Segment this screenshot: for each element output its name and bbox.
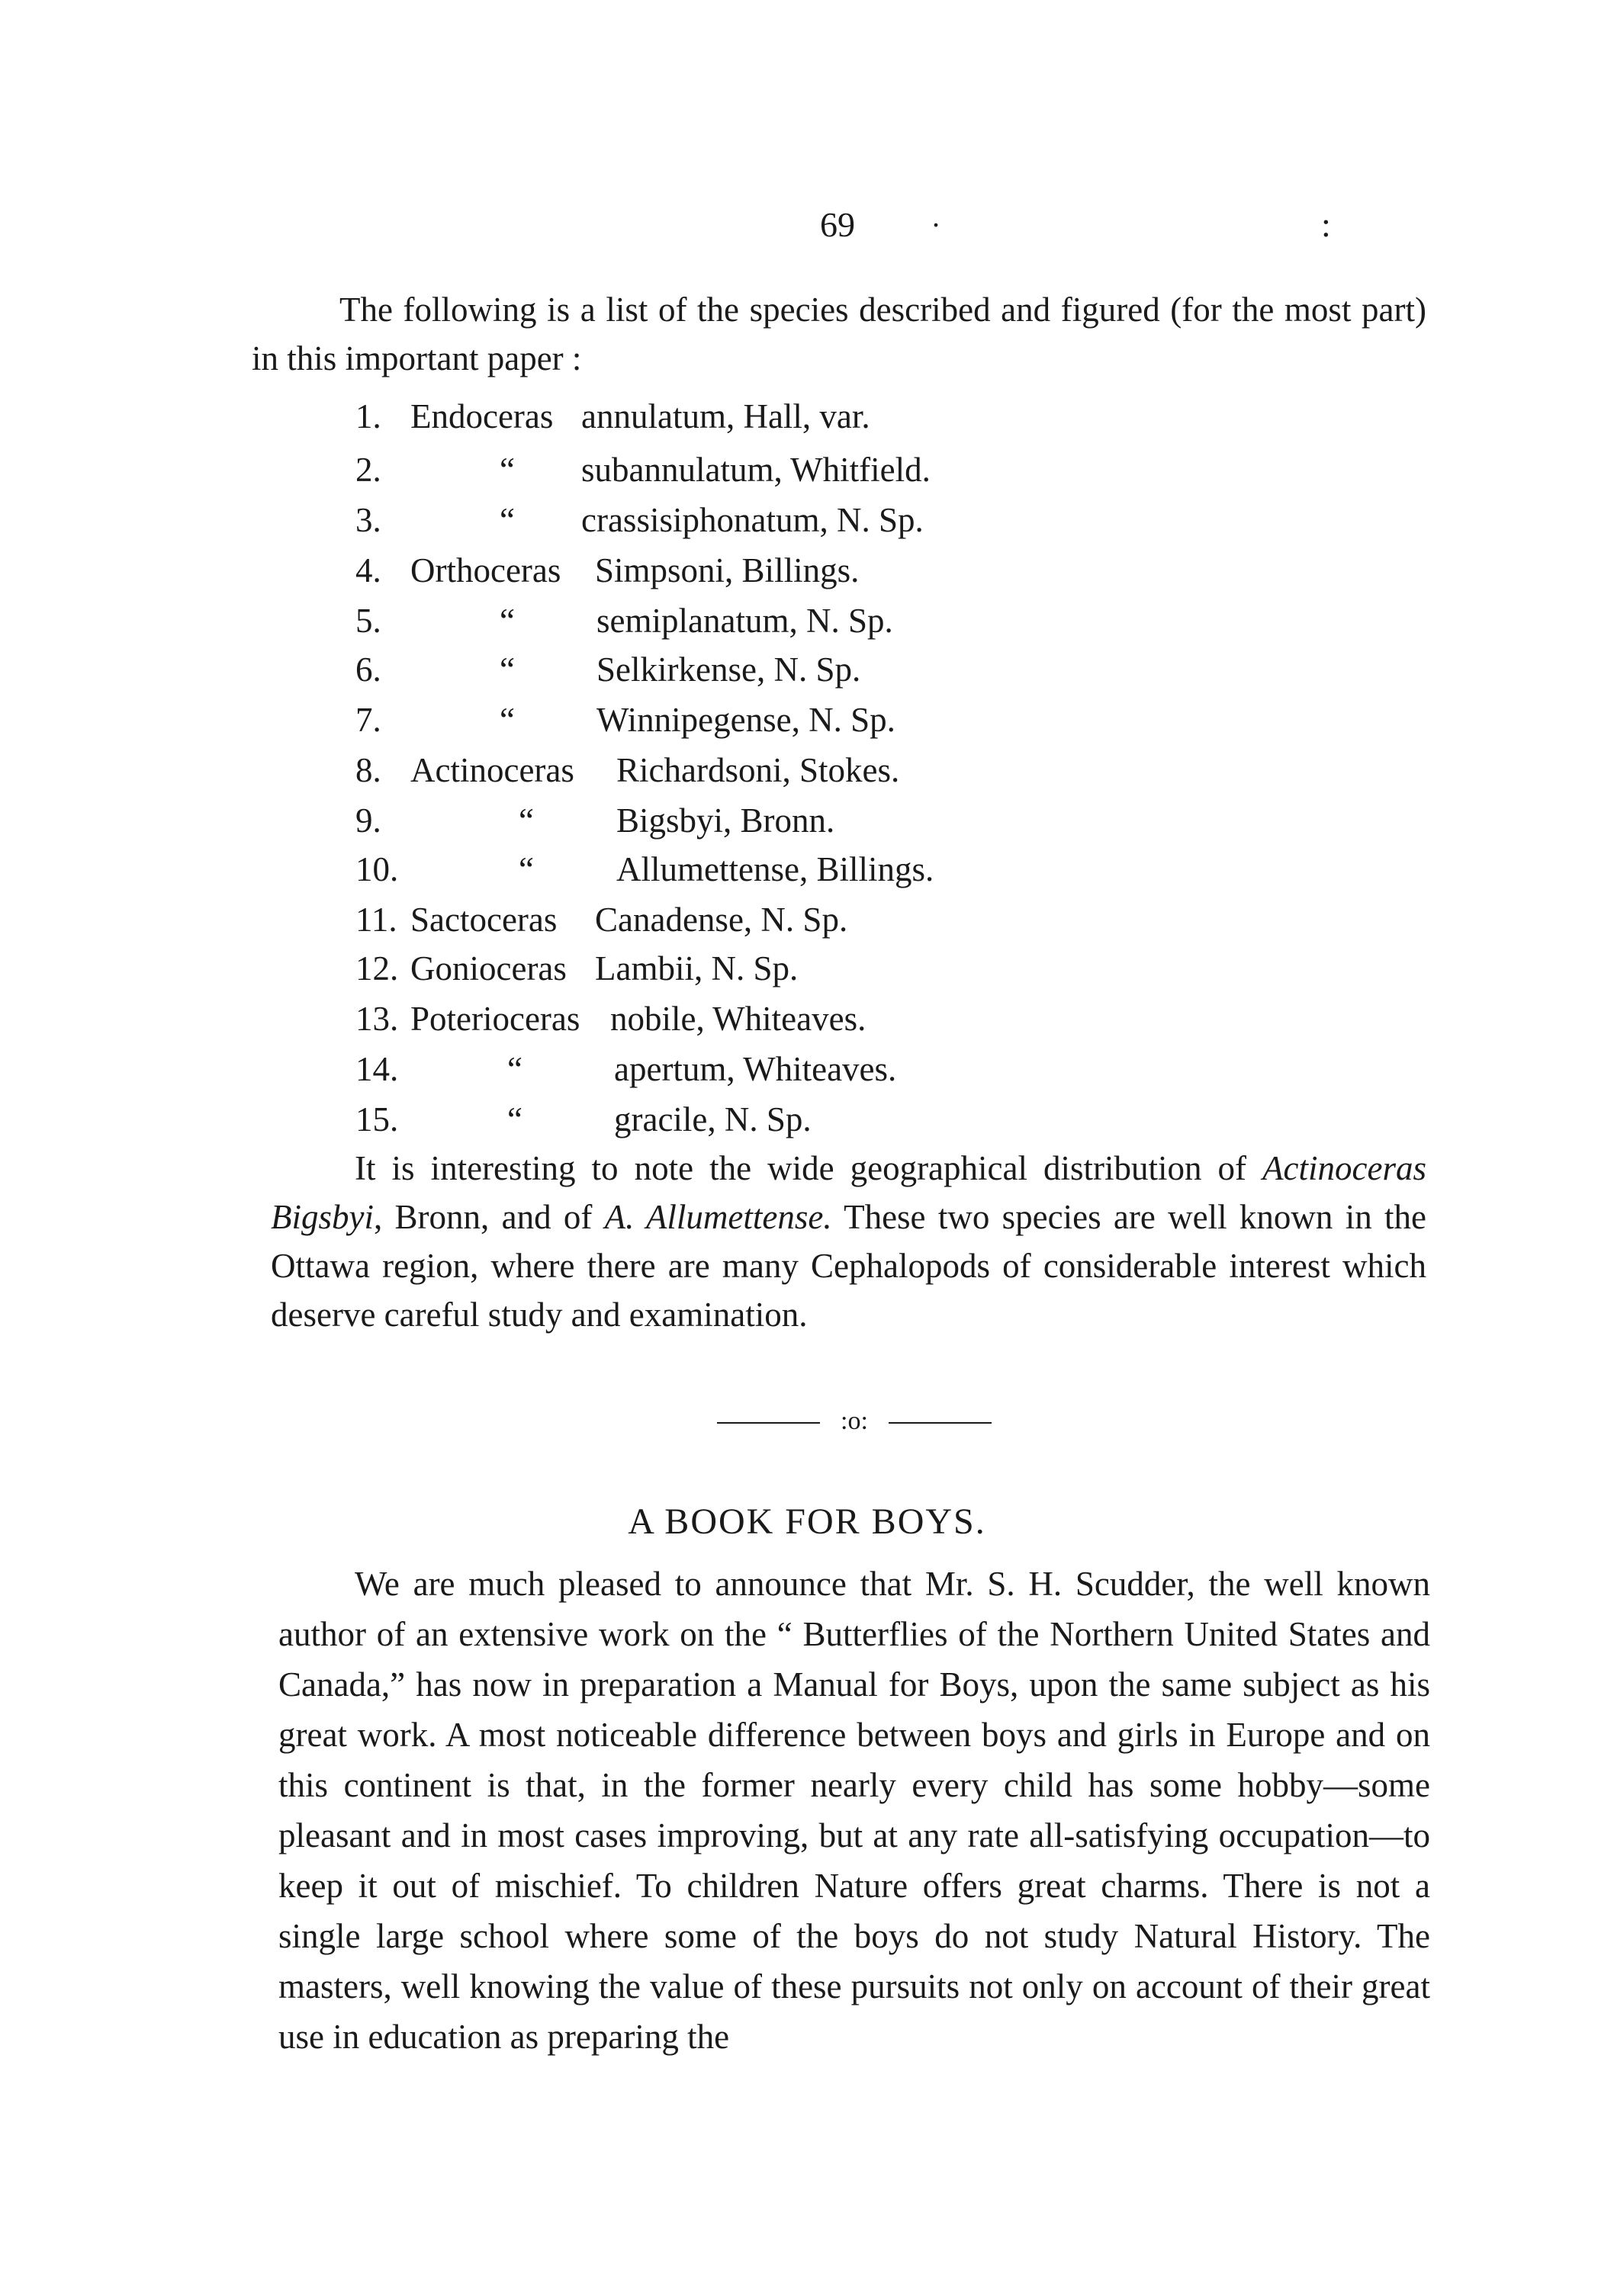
species-genus: Endoceras [410,397,554,435]
divider-line [889,1422,992,1424]
species-number: 13. [355,1000,399,1038]
species-genus: Actinoceras [410,751,574,789]
species-name: Richardsoni, Stokes. [616,751,900,789]
note-italic-species: A. Allumettense. [604,1198,832,1236]
species-genus: Sactoceras [410,901,558,939]
note-paragraph [271,1144,1426,1339]
note-text: These two species are well known in the Ottawa region, where there are many Cephalopods of considerable interest which deserve careful study and examination. [271,1198,1426,1334]
intro-paragraph: The following is a list of the species described and figured (for the most part) in this important paper : [252,291,1426,377]
species-genus: Orthoceras [410,551,561,589]
ditto-mark: “ [507,1100,522,1138]
species-name: Bigsbyi, Bronn. [616,801,835,840]
species-number: 6. [355,650,381,689]
species-number: 8. [355,751,381,789]
note-text: It is interesting to note the wide geographical distribution of [355,1149,1263,1187]
species-number: 3. [355,501,381,539]
species-number: 7. [355,701,381,739]
species-number: 10. [355,850,399,888]
ditto-mark: “ [500,701,515,739]
species-number: 1. [355,397,381,435]
divider-line [717,1422,820,1424]
species-number: 11. [355,901,397,939]
page-number: 69 [820,205,855,244]
ditto-mark: “ [500,650,515,689]
colon-mark: : [1321,205,1331,244]
species-number: 2. [355,451,381,489]
species-number: 5. [355,602,381,640]
dot-mark: . [932,199,940,233]
species-name: Allumettense, Billings. [616,850,934,888]
species-name: gracile, N. Sp. [614,1100,812,1138]
body-paragraph: We are much pleased to announce that Mr. S. H. Scudder, the well known author of an extensive work on the “ Butterflies of the Northern United States and Canada,” has now in preparation a Manual for Boys, upon the same subject as his great work. A most noticeable difference between boys and girls in Europe and on this continent is that, in the former nearly every child has some hobby—some pleasant and in most cases improving, but at any rate all-satisfying occupation—to keep it out of mischief. To children Nature offers great charms. There is not a single large school where some of the boys do not study Natural History. The masters, well knowing the value of these pursuits not only on account of their great use in education as preparing the [278,1565,1430,2056]
species-name: Selkirkense, N. Sp. [596,650,861,689]
divider-ornament: :o: [841,1407,868,1435]
species-name: apertum, Whiteaves. [614,1050,897,1088]
note-text: , Bronn, and of [373,1198,605,1236]
species-number: 14. [355,1050,399,1088]
section-divider [717,1407,992,1437]
species-name: Simpsoni, Billings. [595,551,860,589]
species-name: Lambii, N. Sp. [595,949,799,987]
species-name: nobile, Whiteaves. [610,1000,866,1038]
species-number: 9. [355,801,381,840]
ditto-mark: “ [500,602,515,640]
species-name: crassisiphonatum, N. Sp. [581,501,924,539]
ditto-mark: “ [507,1050,522,1088]
species-name: Winnipegense, N. Sp. [596,701,895,739]
species-name: annulatum, Hall, var. [581,397,870,435]
section-heading: A BOOK FOR BOYS. [628,1501,986,1542]
species-genus: Gonioceras [410,949,567,987]
species-genus: Poterioceras [410,1000,580,1038]
species-name: semiplanatum, N. Sp. [596,602,893,640]
ditto-mark: “ [500,451,515,489]
species-number: 15. [355,1100,399,1138]
species-name: Canadense, N. Sp. [595,901,848,939]
note-italic-species: Actinoceras Bigsbyi [271,1149,1426,1236]
species-number: 12. [355,949,399,987]
ditto-mark: “ [500,501,515,539]
ditto-mark: “ [519,801,534,840]
ditto-mark: “ [519,850,534,888]
species-name: subannulatum, Whitfield. [581,451,931,489]
species-number: 4. [355,551,381,589]
